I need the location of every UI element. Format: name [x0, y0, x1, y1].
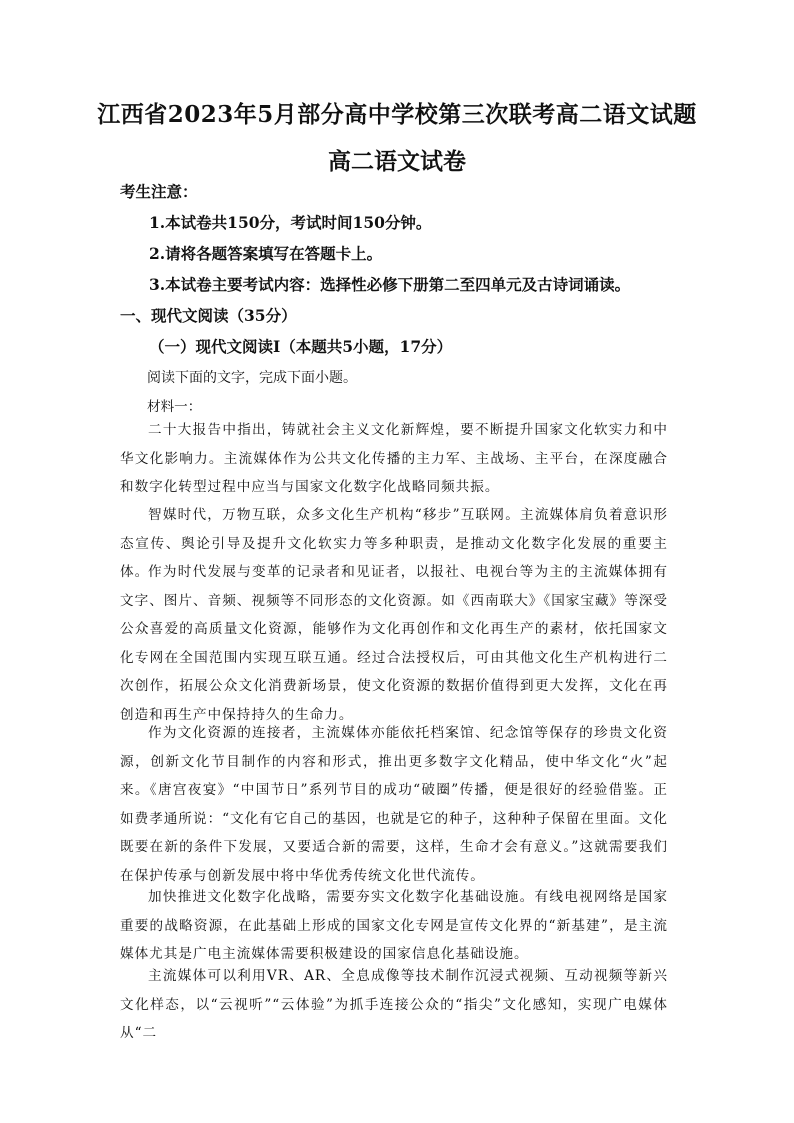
material-label: 材料一： — [147, 399, 202, 415]
subsection-heading: （一）现代文阅读Ⅰ（本题共5小题，17分） — [149, 337, 453, 356]
article-paragraph: 主流媒体可以利用VR、AR、全息成像等技术制作沉浸式视频、互动视频等新兴文化样态，以“云视听”“云体验”为抓手连接公众的“指尖”文化感知，实现广电媒体从“二 — [120, 968, 668, 1041]
article-paragraph: 加快推进文化数字化战略，需要夯实文化数字化基础设施。有线电视网络是国家重要的战略资源，在此基础上形成的国家文化专网是宣传文化界的“新基建”，是主流媒体尤其是广电主流媒体需要积极建设的国家信息化基础设施。 — [120, 889, 668, 962]
notice-item: 1.本试卷共150分，考试时间150分钟。 — [149, 213, 432, 232]
notice-item: 3.本试卷主要考试内容：选择性必修下册第二至四单元及古诗词诵读。 — [149, 275, 631, 294]
notice-item: 2.请将各题答案填写在答题卡上。 — [149, 244, 383, 263]
reading-instruction: 阅读下面的文字，完成下面小题。 — [147, 370, 357, 386]
article-paragraph: 智媒时代，万物互联，众多文化生产机构“移步”互联网。主流媒体肩负着意识形态宣传、舆论引导及提升文化软实力等多种职责，是推动文化数字化发展的重要主体。 — [120, 507, 668, 580]
exam-title: 江西省2023年5月部分高中学校第三次联考高二语文试题 — [97, 101, 697, 128]
article-paragraph: 作为文化资源的连接者，主流媒体亦能依托档案馆、纪念馆等保存的珍贵文化资源，创新文化节目制作的内容和形式，推出更多数字文化精品，使中华文化“火”起来。《唐宫夜宴》“中国节日”系列节目的成功“破圈”传播，便是很好的经验借鉴。正如费孝通所说：“文化有它自己的基因，也就是它的种子，这种种子保留在里面。文化既要在新的条件下发展，又要适合新的需要，这样，生命才会有意义。”这就需要我们在保护传承与创新发展中将中华优秀传统文化世代流传。 — [120, 725, 668, 884]
paper-subtitle: 高二语文试卷 — [328, 148, 466, 175]
article-paragraph: 作为时代发展与变革的记录者和见证者，以报社、电视台等为主的主流媒体拥有文字、图片、音频、视频等不同形态的文化资源。如《西南联大》《国家宝藏》等深受公众喜爱的高质量文化资源，能够作为文化再创作和文化再生产的素材，依托国家文化专网在全国范围内实现互联互通。经过合法授权后，可由其他文化生产机构进行二次创作，拓展公众文化消费新场景，使文化资源的数据价值得到更大发挥，文化在再创造和再生产中保持持久的生命力。 — [120, 564, 668, 723]
section-heading: 一、现代文阅读（35分） — [120, 306, 297, 325]
article-paragraph: 二十大报告中指出，铸就社会主义文化新辉煌，要不断提升国家文化软实力和中华文化影响力。主流媒体作为公共文化传播的主力军、主战场、主平台，在深度融合和数字化转型过程中应当与国家文化数字化战略同频共振。 — [120, 422, 668, 495]
notice-heading: 考生注意： — [120, 182, 198, 201]
